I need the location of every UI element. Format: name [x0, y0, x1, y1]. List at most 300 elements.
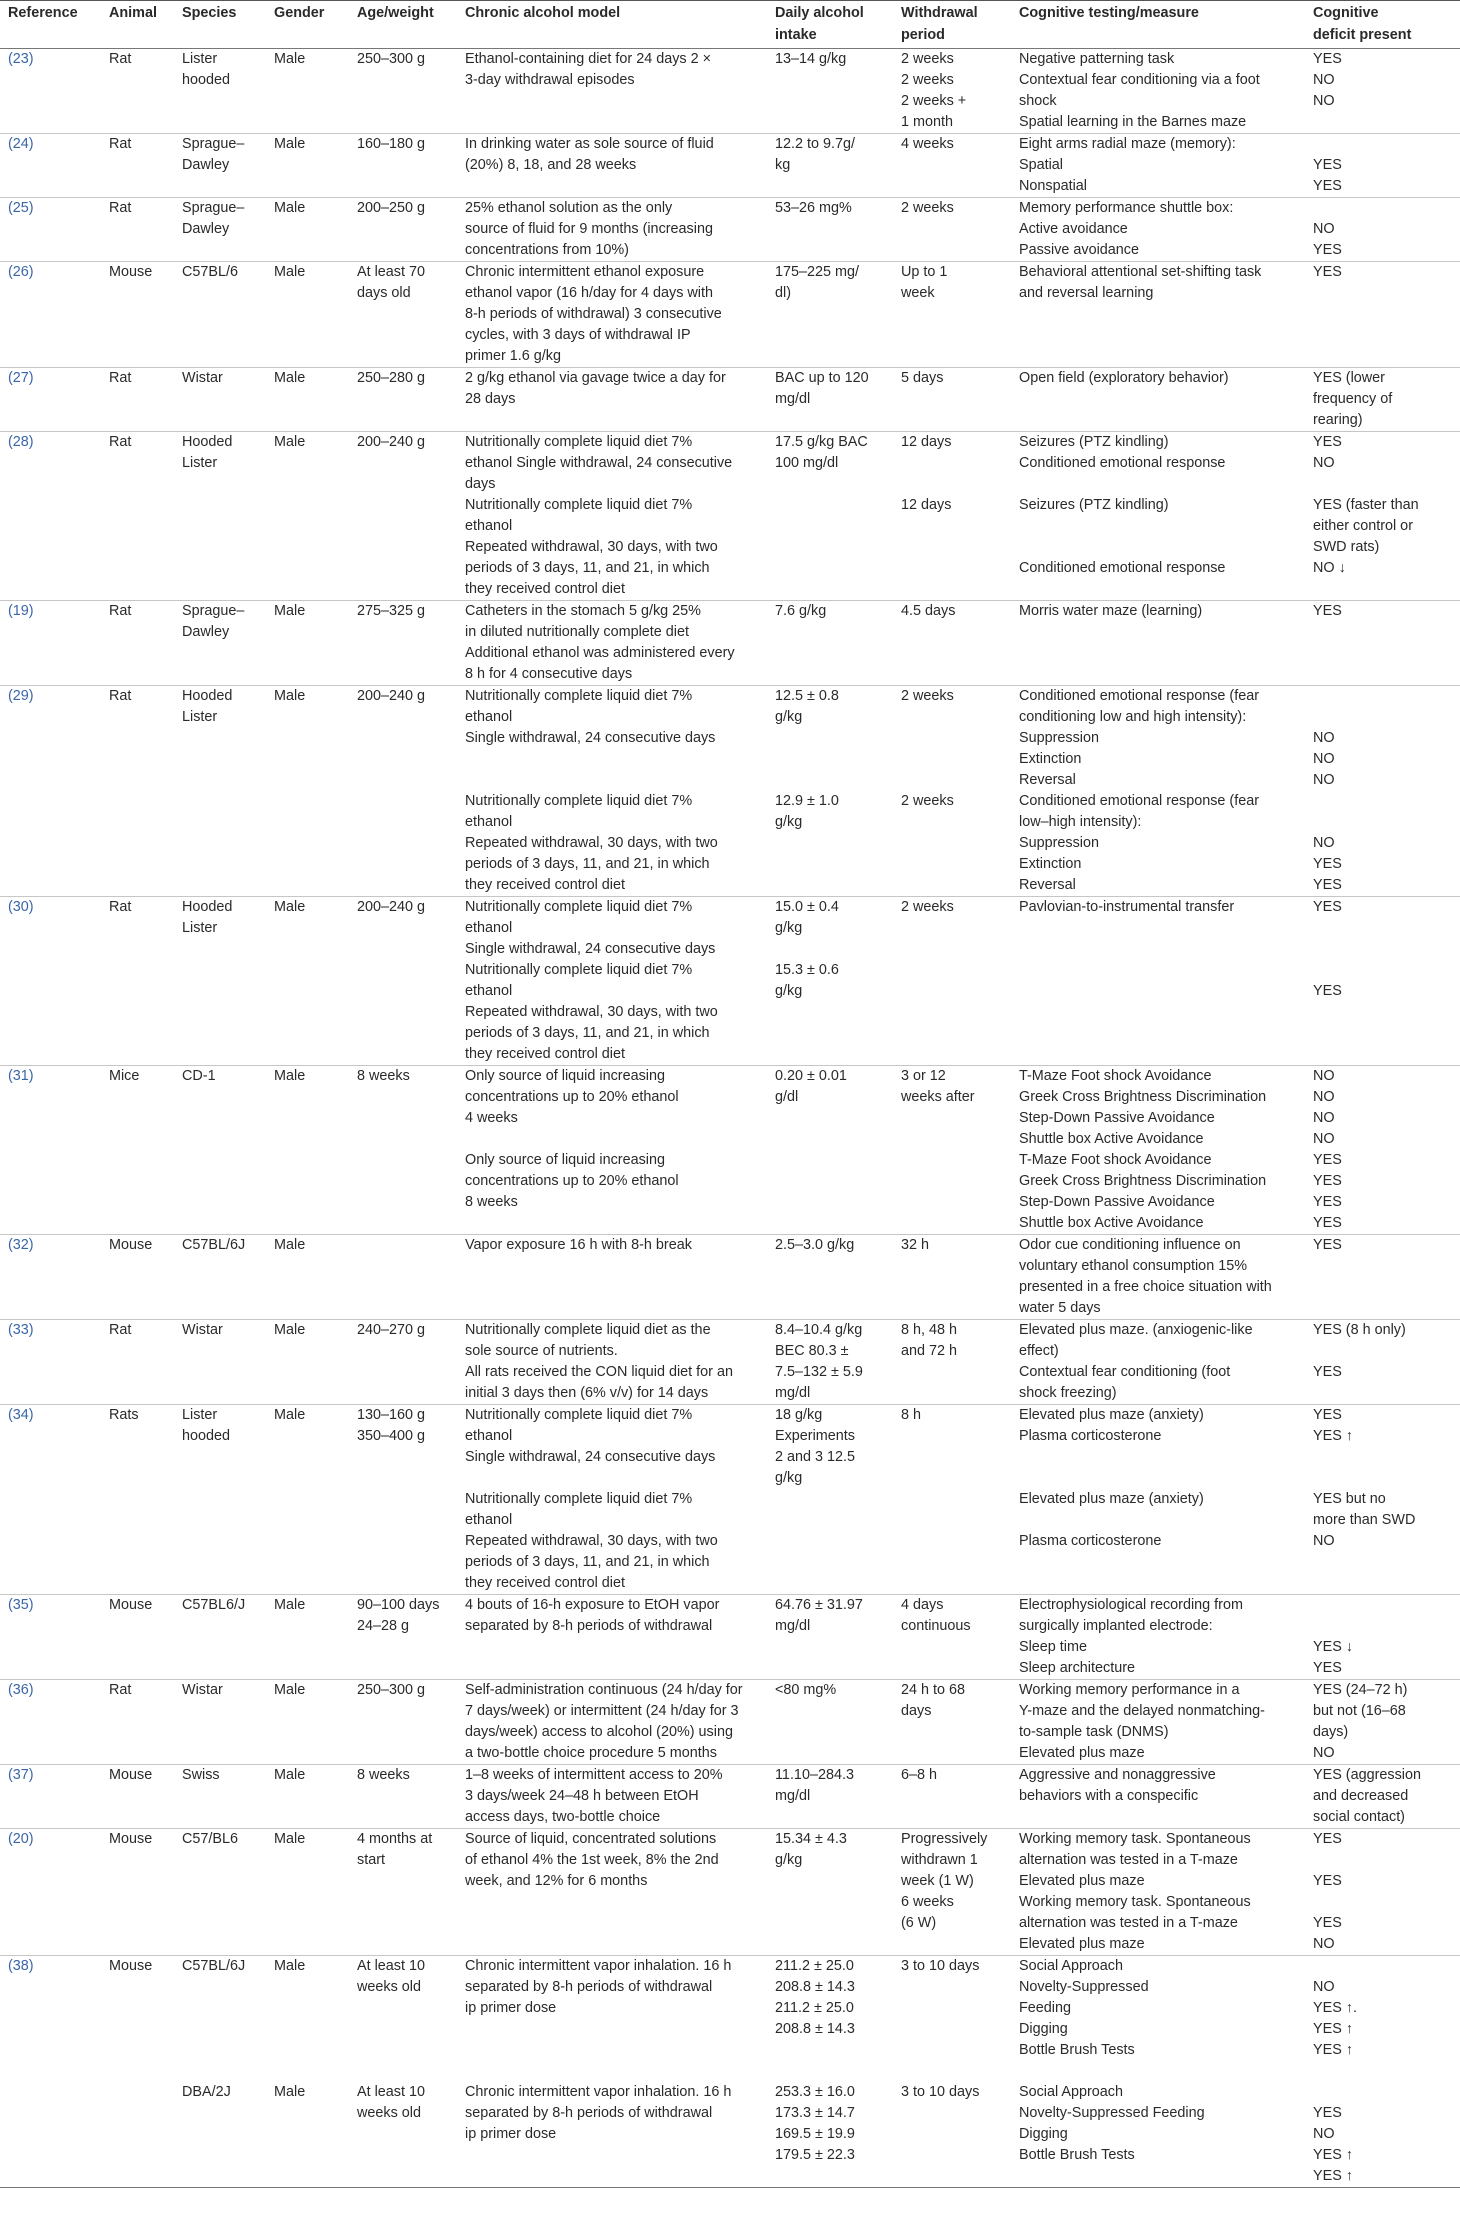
cell-line: in diluted nutritionally complete diet — [465, 624, 689, 640]
cell-line: rearing) — [1313, 412, 1363, 428]
cell-animal — [101, 1680, 174, 1765]
cell-line: C57BL/6J — [182, 1237, 246, 1253]
header-species — [174, 1, 266, 49]
cell-gender — [266, 1956, 349, 2188]
cell-deficit-present — [1305, 1829, 1460, 1956]
cell-line: ethanol — [465, 1512, 513, 1528]
cell-line: (20%) 8, 18, and 28 weeks — [465, 157, 637, 173]
header-gender — [266, 1, 349, 49]
cell-animal — [101, 1765, 174, 1829]
cell-line: g/kg — [775, 709, 803, 725]
cell-line: Rat — [109, 1682, 132, 1698]
cell-line — [465, 2061, 761, 2082]
cell-line: Male — [274, 1767, 306, 1783]
cell-species — [174, 262, 266, 368]
cell-line: 13–14 g/kg — [775, 51, 847, 67]
cell-line: Y-maze and the delayed nonmatching- — [1019, 1703, 1265, 1719]
cell-line: YES — [1313, 856, 1342, 872]
cell-line: Nutritionally complete liquid diet 7% — [465, 1407, 693, 1423]
cell-line: 15.34 ± 4.3 — [775, 1831, 847, 1847]
cell-line: 3 to 10 days — [901, 1958, 980, 1974]
cell-line: Sprague– — [182, 200, 245, 216]
cell-animal — [101, 262, 174, 368]
cell-line: C57/BL6 — [182, 1831, 239, 1847]
table-row — [0, 897, 1460, 1066]
cell-reference — [0, 134, 101, 198]
cell-line: Male — [274, 2084, 306, 2100]
cell-line: days/week) access to alcohol (20%) using — [465, 1724, 733, 1740]
cell-line: Elevated plus maze — [1019, 1936, 1145, 1952]
cell-chronic-model — [457, 368, 767, 432]
cell-chronic-model — [457, 198, 767, 262]
cell-line: periods of 3 days, 11, and 21, in which — [465, 1025, 710, 1041]
cell-reference — [0, 1235, 101, 1320]
cell-line: YES — [1313, 434, 1342, 450]
cell-line: NO — [1313, 1131, 1335, 1147]
cell-daily-intake — [767, 262, 893, 368]
cell-line: (34) — [8, 1407, 34, 1423]
cell-line: 6–8 h — [901, 1767, 938, 1783]
cell-line — [109, 1998, 168, 2019]
cell-species — [174, 1595, 266, 1680]
cell-line: mg/dl — [775, 1385, 811, 1401]
cell-deficit-present — [1305, 262, 1460, 368]
cell-line: (37) — [8, 1767, 34, 1783]
cell-cognitive-measure — [1011, 897, 1305, 1066]
cell-line: 3 to 10 days — [901, 2084, 980, 2100]
cell-line: YES — [1313, 1660, 1342, 1676]
cell-line: 12.9 ± 1.0 — [775, 793, 839, 809]
cell-line: (19) — [8, 603, 34, 619]
cell-line: 240–270 g — [357, 1322, 426, 1338]
cell-line: start — [357, 1852, 385, 1868]
cell-line: water 5 days — [1019, 1300, 1101, 1316]
cell-line: effect) — [1019, 1343, 1059, 1359]
cell-line: to-sample task (DNMS) — [1019, 1724, 1169, 1740]
cell-line — [465, 770, 761, 791]
cell-line: Lister — [182, 920, 218, 936]
cell-line — [357, 1998, 451, 2019]
cell-withdrawal-period — [893, 49, 1011, 134]
cell-withdrawal-period — [893, 686, 1011, 897]
cell-line: 3 days/week 24–48 h between EtOH — [465, 1788, 699, 1804]
cell-line: Rat — [109, 200, 132, 216]
cell-line: ethanol — [465, 1428, 513, 1444]
cell-deficit-present — [1305, 897, 1460, 1066]
cell-species — [174, 432, 266, 601]
cell-species — [174, 1829, 266, 1956]
cell-cognitive-measure — [1011, 368, 1305, 432]
cell-line: 24–28 g — [357, 1618, 410, 1634]
cell-line: they received control diet — [465, 1046, 625, 1062]
cell-line: YES — [1313, 1237, 1342, 1253]
cell-line: week (1 W) — [901, 1873, 974, 1889]
cell-gender — [266, 134, 349, 198]
cell-deficit-present — [1305, 1405, 1460, 1595]
cell-line: Rat — [109, 899, 132, 915]
cell-line: cycles, with 3 days of withdrawal IP — [465, 327, 691, 343]
cell-daily-intake — [767, 1956, 893, 2188]
cell-line: a two-bottle choice procedure 5 months — [465, 1745, 717, 1761]
cell-deficit-present — [1305, 1320, 1460, 1405]
cell-line: YES ↑ — [1313, 2042, 1353, 2058]
cell-deficit-present — [1305, 198, 1460, 262]
cell-line: but not (16–68 — [1313, 1703, 1406, 1719]
cell-line: dl) — [775, 285, 791, 301]
cell-cognitive-measure — [1011, 1235, 1305, 1320]
cell-line: Only source of liquid increasing — [465, 1152, 665, 1168]
cell-daily-intake — [767, 1765, 893, 1829]
cell-line: Wistar — [182, 370, 223, 386]
cell-species — [174, 49, 266, 134]
cell-line: 173.3 ± 14.7 — [775, 2105, 855, 2121]
cell-withdrawal-period — [893, 1320, 1011, 1405]
cell-daily-intake — [767, 432, 893, 601]
cell-line: NO — [1313, 1745, 1335, 1761]
cell-age-weight — [349, 1595, 457, 1680]
cell-line: Male — [274, 200, 306, 216]
cell-species — [174, 1235, 266, 1320]
cell-age-weight — [349, 368, 457, 432]
cell-gender — [266, 49, 349, 134]
cell-line: YES — [1313, 264, 1342, 280]
cell-line: YES ↑. — [1313, 2000, 1357, 2016]
cell-line: YES — [1313, 1152, 1342, 1168]
cell-line: 32 h — [901, 1237, 930, 1253]
cell-line: week, and 12% for 6 months — [465, 1873, 648, 1889]
cell-line: they received control diet — [465, 581, 625, 597]
cell-line — [901, 2061, 1005, 2082]
cell-line: T-Maze Foot shock Avoidance — [1019, 1152, 1212, 1168]
cell-chronic-model — [457, 1235, 767, 1320]
cell-species — [174, 601, 266, 686]
cell-line: separated by 8-h periods of withdrawal — [465, 2105, 713, 2121]
cell-line — [182, 2061, 260, 2082]
cell-line: hooded — [182, 1428, 231, 1444]
cell-species — [174, 1066, 266, 1235]
cell-line: YES — [1313, 1873, 1342, 1889]
cell-line: Reversal — [1019, 772, 1076, 788]
cell-line: Cognitive testing/measure — [1019, 5, 1199, 21]
cell-line: NO — [1313, 2126, 1335, 2142]
cell-line: (28) — [8, 434, 34, 450]
cell-line: 2 weeks — [901, 793, 954, 809]
cell-line — [1313, 2061, 1454, 2082]
cell-gender — [266, 1680, 349, 1765]
cell-line: Sprague– — [182, 136, 245, 152]
cell-cognitive-measure — [1011, 601, 1305, 686]
table-row — [0, 49, 1460, 134]
cell-deficit-present — [1305, 1066, 1460, 1235]
cell-line: Elevated plus maze (anxiety) — [1019, 1491, 1204, 1507]
cell-line — [1019, 516, 1299, 537]
cell-line: 8 h — [901, 1407, 922, 1423]
cell-line: Repeated withdrawal, 30 days, with two — [465, 539, 718, 555]
cell-chronic-model — [457, 897, 767, 1066]
cell-line — [1019, 1447, 1299, 1468]
cell-deficit-present — [1305, 134, 1460, 198]
cell-line — [901, 707, 1005, 728]
cell-line: Conditioned emotional response (fear — [1019, 793, 1259, 809]
cell-deficit-present — [1305, 49, 1460, 134]
cell-species — [174, 686, 266, 897]
cell-cognitive-measure — [1011, 1595, 1305, 1680]
cell-line: 211.2 ± 25.0 — [775, 2000, 854, 2016]
table-row — [0, 1829, 1460, 1956]
cell-reference — [0, 198, 101, 262]
cell-line: Pavlovian-to-instrumental transfer — [1019, 899, 1235, 915]
cell-line — [274, 1977, 343, 1998]
cell-line: YES (8 h only) — [1313, 1322, 1406, 1338]
cell-line: Rat — [109, 688, 132, 704]
cell-line: concentrations up to 20% ethanol — [465, 1089, 679, 1105]
cell-animal — [101, 1405, 174, 1595]
table-body — [0, 49, 1460, 2188]
cell-line: T-Maze Foot shock Avoidance — [1019, 1068, 1212, 1084]
cell-line — [901, 728, 1005, 749]
cell-line: and decreased — [1313, 1788, 1409, 1804]
cell-line: 2 weeks — [901, 72, 954, 88]
cell-line: YES ↓ — [1313, 1639, 1353, 1655]
cell-line: Nutritionally complete liquid diet 7% — [465, 434, 693, 450]
cell-line: kg — [775, 157, 791, 173]
table-row — [0, 1680, 1460, 1765]
cell-line: Age/weight — [357, 5, 434, 21]
cell-line: Social Approach — [1019, 1958, 1124, 1974]
header-age-weight — [349, 1, 457, 49]
table-row — [0, 368, 1460, 432]
cell-line: weeks after — [901, 1089, 975, 1105]
cell-animal — [101, 897, 174, 1066]
cell-line: 253.3 ± 16.0 — [775, 2084, 855, 2100]
cell-line: YES (faster than — [1313, 497, 1419, 513]
cell-line: NO — [1313, 1533, 1335, 1549]
cell-age-weight — [349, 1405, 457, 1595]
cell-line: 250–280 g — [357, 370, 426, 386]
cell-line: 4 months at — [357, 1831, 433, 1847]
cell-line: concentrations up to 20% ethanol — [465, 1173, 679, 1189]
cell-line: Sprague– — [182, 603, 245, 619]
cell-line: Nutritionally complete liquid diet 7% — [465, 497, 693, 513]
cell-line — [1313, 1447, 1454, 1468]
cell-line: Only source of liquid increasing — [465, 1068, 665, 1084]
cell-line: low–high intensity): — [1019, 814, 1142, 830]
cell-gender — [266, 897, 349, 1066]
cell-line: 2 weeks — [901, 688, 954, 704]
cell-deficit-present — [1305, 1956, 1460, 2188]
cell-line — [109, 2019, 168, 2040]
cell-line — [182, 1998, 260, 2019]
cell-line: 100 mg/dl — [775, 455, 839, 471]
cell-line — [775, 770, 887, 791]
cell-line: Nutritionally complete liquid diet 7% — [465, 899, 693, 915]
cell-line: Mouse — [109, 1831, 153, 1847]
cell-withdrawal-period — [893, 1680, 1011, 1765]
cell-line: BAC up to 120 — [775, 370, 869, 386]
cell-line: (27) — [8, 370, 34, 386]
cell-line: Conditioned emotional response — [1019, 455, 1226, 471]
cell-line: 200–240 g — [357, 899, 426, 915]
cell-line: 4 weeks — [465, 1110, 518, 1126]
cell-line: g/kg — [775, 1852, 803, 1868]
cell-reference — [0, 1680, 101, 1765]
cell-deficit-present — [1305, 1595, 1460, 1680]
cell-line: Elevated plus maze. (anxiogenic-like — [1019, 1322, 1253, 1338]
cell-line: ethanol vapor (16 h/day for 4 days with — [465, 285, 713, 301]
cell-chronic-model — [457, 432, 767, 601]
cell-line: shock freezing) — [1019, 1385, 1117, 1401]
cell-line: Lister — [182, 1407, 218, 1423]
cell-line — [465, 2019, 761, 2040]
cell-line: access days, two-bottle choice — [465, 1809, 661, 1825]
cell-animal — [101, 1956, 174, 2188]
cell-gender — [266, 1066, 349, 1235]
cell-line — [1313, 1956, 1454, 1977]
cell-line: concentrations from 10%) — [465, 242, 629, 258]
cell-line: 7.5–132 ± 5.9 — [775, 1364, 863, 1380]
cell-line: 2.5–3.0 g/kg — [775, 1237, 855, 1253]
cell-animal — [101, 1320, 174, 1405]
cell-line: ethanol — [465, 920, 513, 936]
cell-reference — [0, 601, 101, 686]
cell-line — [901, 474, 1005, 495]
cell-line — [1313, 198, 1454, 219]
cell-line: 90–100 days — [357, 1597, 440, 1613]
cell-line: 8 h, 48 h — [901, 1322, 958, 1338]
cell-line — [901, 453, 1005, 474]
cell-chronic-model — [457, 1680, 767, 1765]
cell-line: (30) — [8, 899, 34, 915]
cell-line: periods of 3 days, 11, and 21, in which — [465, 856, 710, 872]
cell-cognitive-measure — [1011, 1066, 1305, 1235]
cell-line: 2 weeks — [901, 51, 954, 67]
cell-line: deficit present — [1313, 26, 1412, 43]
cell-line: YES — [1313, 899, 1342, 915]
cell-line — [775, 728, 887, 749]
cell-line: Elevated plus maze (anxiety) — [1019, 1407, 1204, 1423]
cell-age-weight — [349, 134, 457, 198]
cell-line: YES — [1313, 2105, 1342, 2121]
cell-species — [174, 897, 266, 1066]
cell-line: YES — [1313, 603, 1342, 619]
cell-line — [1313, 1892, 1454, 1913]
table-row — [0, 1066, 1460, 1235]
cell-line: (31) — [8, 1068, 34, 1084]
cell-line: Suppression — [1019, 730, 1099, 746]
header-cognitive-measure — [1011, 1, 1305, 49]
cell-line: Repeated withdrawal, 30 days, with two — [465, 1004, 718, 1020]
cell-line — [1313, 812, 1454, 833]
cell-line — [1019, 1510, 1299, 1531]
cell-line — [109, 1977, 168, 1998]
cell-line: 8 weeks — [357, 1068, 410, 1084]
table-row — [0, 432, 1460, 601]
cell-line: 4 bouts of 16-h exposure to EtOH vapor — [465, 1597, 720, 1613]
cell-line: Nutritionally complete liquid diet 7% — [465, 962, 693, 978]
cell-line: YES — [1313, 1831, 1342, 1847]
cell-reference — [0, 1405, 101, 1595]
cell-line: Social Approach — [1019, 2084, 1124, 2100]
cell-reference — [0, 368, 101, 432]
cell-line: Mouse — [109, 1958, 153, 1974]
cell-line: Nutritionally complete liquid diet 7% — [465, 793, 693, 809]
cell-line: Additional ethanol was administered every — [465, 645, 735, 661]
cell-daily-intake — [767, 686, 893, 897]
cell-line: Step-Down Passive Avoidance — [1019, 1110, 1215, 1126]
cell-line: Greek Cross Brightness Discrimination — [1019, 1089, 1267, 1105]
table-row — [0, 262, 1460, 368]
cell-line: Single withdrawal, 24 consecutive days — [465, 1449, 716, 1465]
cell-line: ip primer dose — [465, 2126, 557, 2142]
cell-line: NO — [1313, 751, 1335, 767]
cell-species — [174, 1405, 266, 1595]
cell-gender — [266, 686, 349, 897]
cell-line: Rat — [109, 136, 132, 152]
cell-line: 8 weeks — [357, 1767, 410, 1783]
cell-line: 12.2 to 9.7g/ — [775, 136, 856, 152]
cell-line: 12.5 ± 0.8 — [775, 688, 839, 704]
cell-deficit-present — [1305, 1765, 1460, 1829]
cell-line: alternation was tested in a T-maze — [1019, 1915, 1238, 1931]
cell-line: ethanol — [465, 983, 513, 999]
cell-gender — [266, 1405, 349, 1595]
cell-line: Extinction — [1019, 856, 1082, 872]
cell-line: g/kg — [775, 983, 803, 999]
cell-line — [465, 1129, 761, 1150]
cell-line: Odor cue conditioning influence on — [1019, 1237, 1241, 1253]
cell-line: g/kg — [775, 920, 803, 936]
cell-line: ethanol Single withdrawal, 24 consecutive — [465, 455, 733, 471]
cell-line: 17.5 g/kg BAC — [775, 434, 868, 450]
table-row — [0, 1405, 1460, 1595]
cell-line: YES — [1313, 1173, 1342, 1189]
cell-animal — [101, 1595, 174, 1680]
cell-line: Hooded — [182, 899, 233, 915]
cell-daily-intake — [767, 198, 893, 262]
cell-line: 1 month — [901, 114, 953, 130]
cell-line: Eight arms radial maze (memory): — [1019, 136, 1236, 152]
cell-line: (6 W) — [901, 1915, 937, 1931]
cell-line: 8.4–10.4 g/kg — [775, 1322, 863, 1338]
cell-animal — [101, 198, 174, 262]
cell-line: Electrophysiological recording from — [1019, 1597, 1243, 1613]
cell-line: Mouse — [109, 264, 153, 280]
cell-line: At least 70 — [357, 264, 425, 280]
header-row — [0, 1, 1460, 49]
cell-reference — [0, 1066, 101, 1235]
cell-line: 2 g/kg ethanol via gavage twice a day for — [465, 370, 726, 386]
cell-line: 4 weeks — [901, 136, 954, 152]
header-deficit-present — [1305, 1, 1460, 49]
cell-line — [357, 2040, 451, 2061]
cell-animal — [101, 1829, 174, 1956]
cell-age-weight — [349, 1320, 457, 1405]
cell-gender — [266, 1765, 349, 1829]
cell-reference — [0, 1956, 101, 2188]
cell-withdrawal-period — [893, 897, 1011, 1066]
cell-line — [1313, 1595, 1454, 1616]
cell-species — [174, 134, 266, 198]
cell-reference — [0, 262, 101, 368]
cell-line: 7.6 g/kg — [775, 603, 827, 619]
cell-line: Wistar — [182, 1322, 223, 1338]
cell-line: Working memory performance in a — [1019, 1682, 1240, 1698]
cell-line: g/kg — [775, 814, 803, 830]
cell-line: days) — [1313, 1724, 1349, 1740]
cell-cognitive-measure — [1011, 1405, 1305, 1595]
cell-line: Experiments — [775, 1428, 855, 1444]
cell-reference — [0, 686, 101, 897]
